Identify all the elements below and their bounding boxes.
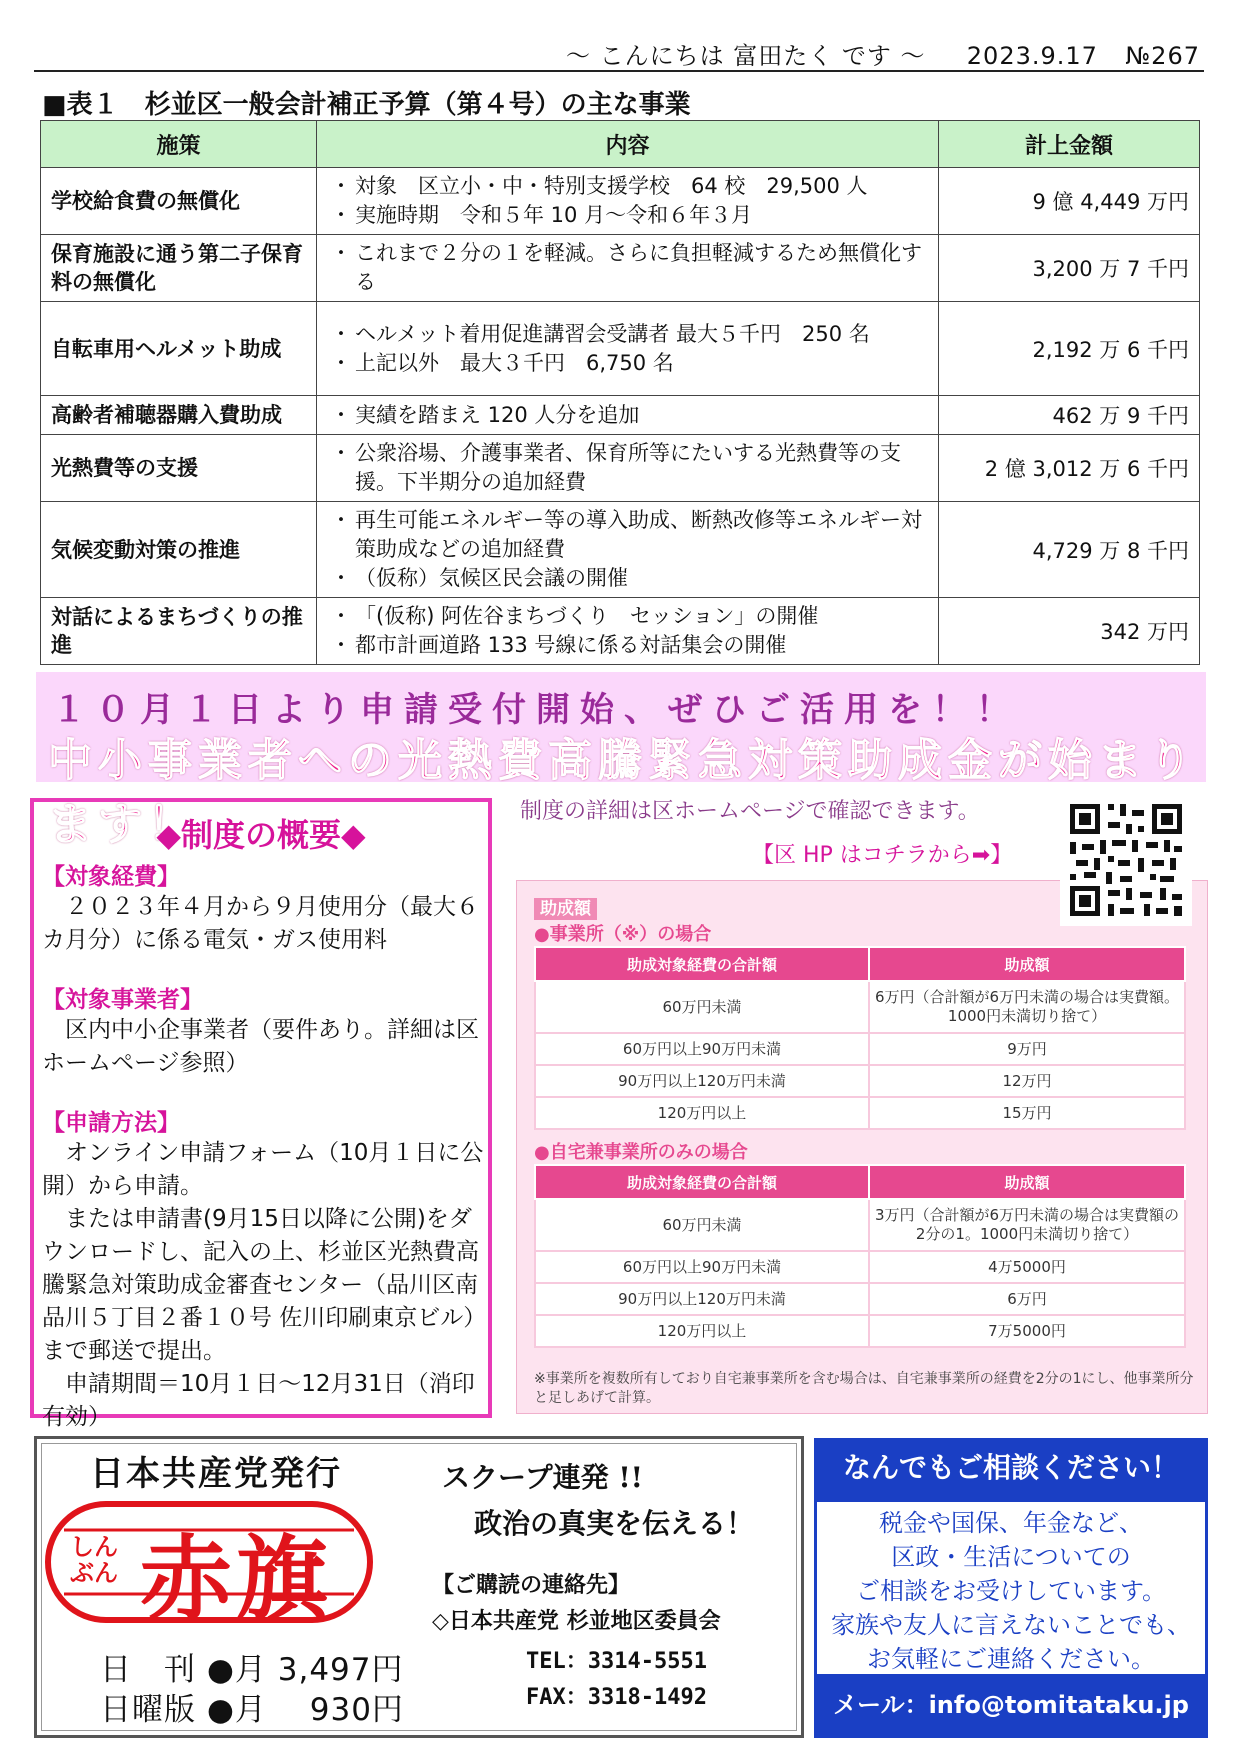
overview-title: ◆制度の概要◆ <box>156 816 366 854</box>
subsidy-cell: 120万円以上 <box>535 1315 869 1347</box>
table-row <box>41 396 1200 435</box>
measure-cell: 対話によるまちづくりの推進 <box>41 598 317 665</box>
detail-note: 制度の詳細は区ホームページで確認できます。 <box>520 799 980 824</box>
table-row <box>535 1065 1185 1097</box>
greeting: 〜 こんにちは 富田たく です 〜 <box>565 42 926 70</box>
table-row <box>535 1033 1185 1065</box>
content-line: （仮称）気候区民会議の開催 <box>355 566 628 590</box>
akahata-sunday-price: 日曜版 ●月 930円 <box>100 1692 404 1728</box>
amount-cell: 3,200 万 7 千円 <box>939 235 1200 302</box>
measure-cell: 気候変動対策の推進 <box>41 502 317 598</box>
amount-cell: 342 万円 <box>939 598 1200 665</box>
consult-body: 税金や国保、年金など、 区政・生活についての ご相談をお受けしています。 家族や友人に言えないことでも、お気軽にご連絡ください。 <box>831 1509 1191 1673</box>
overview-body: ２０２３年４月から９月使用分（最大６カ月分）に係る電気・ガス使用料 <box>42 894 479 953</box>
table-row <box>41 435 1200 502</box>
subsidy-col-header: 助成対象経費の合計額 <box>535 1165 869 1199</box>
column-header-measure: 施策 <box>41 121 317 168</box>
table-row <box>41 235 1200 302</box>
subsidy-cell: 60万円以上90万円未満 <box>535 1251 869 1283</box>
content-line: ヘルメット着用促進講習会受講者 最大５千円 250 名 <box>355 321 870 346</box>
overview-heading: 【申請方法】 <box>42 1110 180 1136</box>
amount-cell: 2,192 万 6 千円 <box>939 302 1200 396</box>
akahata-publisher: 日本共産党発行 <box>90 1454 342 1494</box>
table-row <box>535 1283 1185 1315</box>
akahata-tel: TEL：3314-5551 <box>526 1649 707 1674</box>
overview-heading: 【対象事業者】 <box>42 987 203 1013</box>
subsidy-cell: 9万円 <box>869 1033 1185 1065</box>
akahata-logo-text: 赤旗 <box>140 1525 333 1633</box>
measure-cell: 学校給食費の無償化 <box>41 168 317 235</box>
case1-title: ●事業所（※）の場合 <box>534 924 712 945</box>
subsidy-col-header: 助成対象経費の合計額 <box>535 947 869 981</box>
content-cell: ・ 再生可能エネルギー等の導入助成、断熱改修等エネルギー対策助成などの追加経費 ・ （仮称）気候区民会議の開催 <box>317 502 939 598</box>
content-cell: ・ ヘルメット着用促進講習会受講者 最大５千円 250 名 ・ 上記以外 最大３千円 6,750 名 <box>317 302 939 396</box>
qr-code-icon[interactable] <box>1060 796 1192 926</box>
table-row <box>535 1315 1185 1347</box>
content-line: 対象 区立小・中・特別支援学校 64 校 29,500 人 <box>355 174 868 198</box>
page-header <box>0 36 1200 71</box>
content-line: 再生可能エネルギー等の導入助成、断熱改修等エネルギー対策助成などの追加経費 <box>355 508 922 561</box>
subsidy-cell: 3万円（合計額が6万円未満の場合は実費額の2分の1。1000円未満切り捨て） <box>869 1199 1185 1251</box>
content-cell: ・ 実績を踏まえ 120 人分を追加 <box>317 396 939 435</box>
content-cell: ・ これまで２分の１を軽減。さらに負担軽減するため無償化する <box>317 235 939 302</box>
subsidy-cell: 60万円以上90万円未満 <box>535 1033 869 1065</box>
akahata-contact-heading: 【ご購読の連絡先】 <box>432 1573 631 1598</box>
table-row <box>535 981 1185 1033</box>
content-cell: ・ 公衆浴場、介護事業者、保育所等にたいする光熱費等の支援。下半期分の追加経費 <box>317 435 939 502</box>
akahata-daily-price: 日 刊 ●月 3,497円 <box>100 1652 404 1688</box>
budget-table <box>40 120 1200 665</box>
measure-cell: 自転車用ヘルメット助成 <box>41 302 317 396</box>
akahata-slogan2: 政治の真実を伝える！ <box>474 1507 755 1540</box>
content-line: 実績を踏まえ 120 人分を追加 <box>355 402 640 427</box>
content-line: 上記以外 最大３千円 6,750 名 <box>355 350 674 375</box>
akahata-office: ◇日本共産党 杉並地区委員会 <box>432 1609 721 1634</box>
amount-cell: 2 億 3,012 万 6 千円 <box>939 435 1200 502</box>
header-divider <box>34 70 1204 72</box>
table-row <box>535 1251 1185 1283</box>
akahata-fax: FAX：3318-1492 <box>526 1685 707 1710</box>
subsidy-cell: 60万円未満 <box>535 981 869 1033</box>
subsidy-col-header: 助成額 <box>869 947 1185 981</box>
consult-title: なんでもご相談ください！ <box>814 1438 1208 1502</box>
subsidy-badge <box>534 894 597 919</box>
subsidy-col-header: 助成額 <box>869 1165 1185 1199</box>
subsidy-cell: 6万円 <box>869 1283 1185 1315</box>
hp-link[interactable]: 【区 HP はコチラから➡】 <box>752 843 1013 868</box>
banner-headline: 中小事業者への光熱費高騰緊急対策助成金が始まります！ <box>48 735 1198 850</box>
subsidy-cell: 120万円以上 <box>535 1097 869 1129</box>
subsidy-footnote: ※事業所を複数所有しており自宅兼事業所を含む場合は、自宅兼事業所の経費を2分の1にし、他事業所分と足しあげて計算。 <box>534 1371 1194 1406</box>
table-row <box>41 168 1200 235</box>
subsidy-cell: 4万5000円 <box>869 1251 1185 1283</box>
amount-cell: 462 万 9 千円 <box>939 396 1200 435</box>
akahata-slogan1: スクープ連発 !! <box>442 1461 643 1494</box>
akahata-logo <box>44 1500 374 1633</box>
consult-email[interactable]: メール：info@tomitataku.jp <box>814 1674 1208 1738</box>
table-row <box>535 1097 1185 1129</box>
amount-cell: 9 億 4,449 万円 <box>939 168 1200 235</box>
content-line: 実施時期 令和５年 10 月〜令和６年３月 <box>355 203 753 227</box>
measure-cell: 保育施設に通う第二子保育料の無償化 <box>41 235 317 302</box>
subsidy-table-home <box>534 1164 1186 1348</box>
table-row <box>41 502 1200 598</box>
overview-content <box>42 858 486 1434</box>
amount-cell: 4,729 万 8 千円 <box>939 502 1200 598</box>
measure-cell: 光熱費等の支援 <box>41 435 317 502</box>
banner-subtitle: １０月１日より申請受付開始、ぜひご活用を！！ <box>52 690 1020 730</box>
measure-cell: 高齢者補聴器購入費助成 <box>41 396 317 435</box>
content-line: 「(仮称) 阿佐谷まちづくり セッション」の開催 <box>355 604 819 628</box>
column-header-amount: 計上金額 <box>939 121 1200 168</box>
content-line: 公衆浴場、介護事業者、保育所等にたいする光熱費等の支援。下半期分の追加経費 <box>355 441 901 494</box>
subsidy-cell: 7万5000円 <box>869 1315 1185 1347</box>
content-cell: ・ 対象 区立小・中・特別支援学校 64 校 29,500 人 ・ 実施時期 令和５年 10 月〜令和６年３月 <box>317 168 939 235</box>
subsidy-cell: 60万円未満 <box>535 1199 869 1251</box>
overview-heading: 【対象経費】 <box>42 864 180 890</box>
subsidy-table-business <box>534 946 1186 1130</box>
content-cell: ・ 「(仮称) 阿佐谷まちづくり セッション」の開催 ・ 都市計画道路 133 号線に係る対話集会の開催 <box>317 598 939 665</box>
content-line: これまで２分の１を軽減。さらに負担軽減するため無償化する <box>355 241 922 294</box>
subsidy-cell: 90万円以上120万円未満 <box>535 1065 869 1097</box>
table-title: ■表１ 杉並区一般会計補正予算（第４号）の主な事業 <box>42 90 691 120</box>
table-row <box>41 302 1200 396</box>
subsidy-cell: 15万円 <box>869 1097 1185 1129</box>
subsidy-badge-label: 助成額 <box>534 898 597 920</box>
akahata-logo-small: しんぶん <box>70 1533 118 1587</box>
case2-title: ●自宅兼事業所のみの場合 <box>534 1142 748 1163</box>
issue-date: 2023.9.17 <box>966 42 1098 70</box>
table-row <box>535 1199 1185 1251</box>
table-row <box>41 598 1200 665</box>
overview-body: オンライン申請フォーム（10月１日に公開）から申請。 または申請書(9月15日以降に公開)をダウンロードし、記入の上、杉並区光熱費高騰緊急対策助成金審査センター（品川区南品川５丁目２番１０号 佐川印刷東京ビル）まで郵送で提出。 申請期間＝10月１日〜12月31日（消印有効） <box>42 1140 484 1430</box>
subsidy-cell: 90万円以上120万円未満 <box>535 1283 869 1315</box>
issue-number: №267 <box>1125 42 1200 70</box>
column-header-content: 内容 <box>317 121 939 168</box>
subsidy-cell: 6万円（合計額が6万円未満の場合は実費額。1000円未満切り捨て） <box>869 981 1185 1033</box>
subsidy-cell: 12万円 <box>869 1065 1185 1097</box>
overview-body: 区内中小企事業者（要件あり。詳細は区ホームページ参照） <box>42 1017 479 1076</box>
content-line: 都市計画道路 133 号線に係る対話集会の開催 <box>355 633 787 657</box>
